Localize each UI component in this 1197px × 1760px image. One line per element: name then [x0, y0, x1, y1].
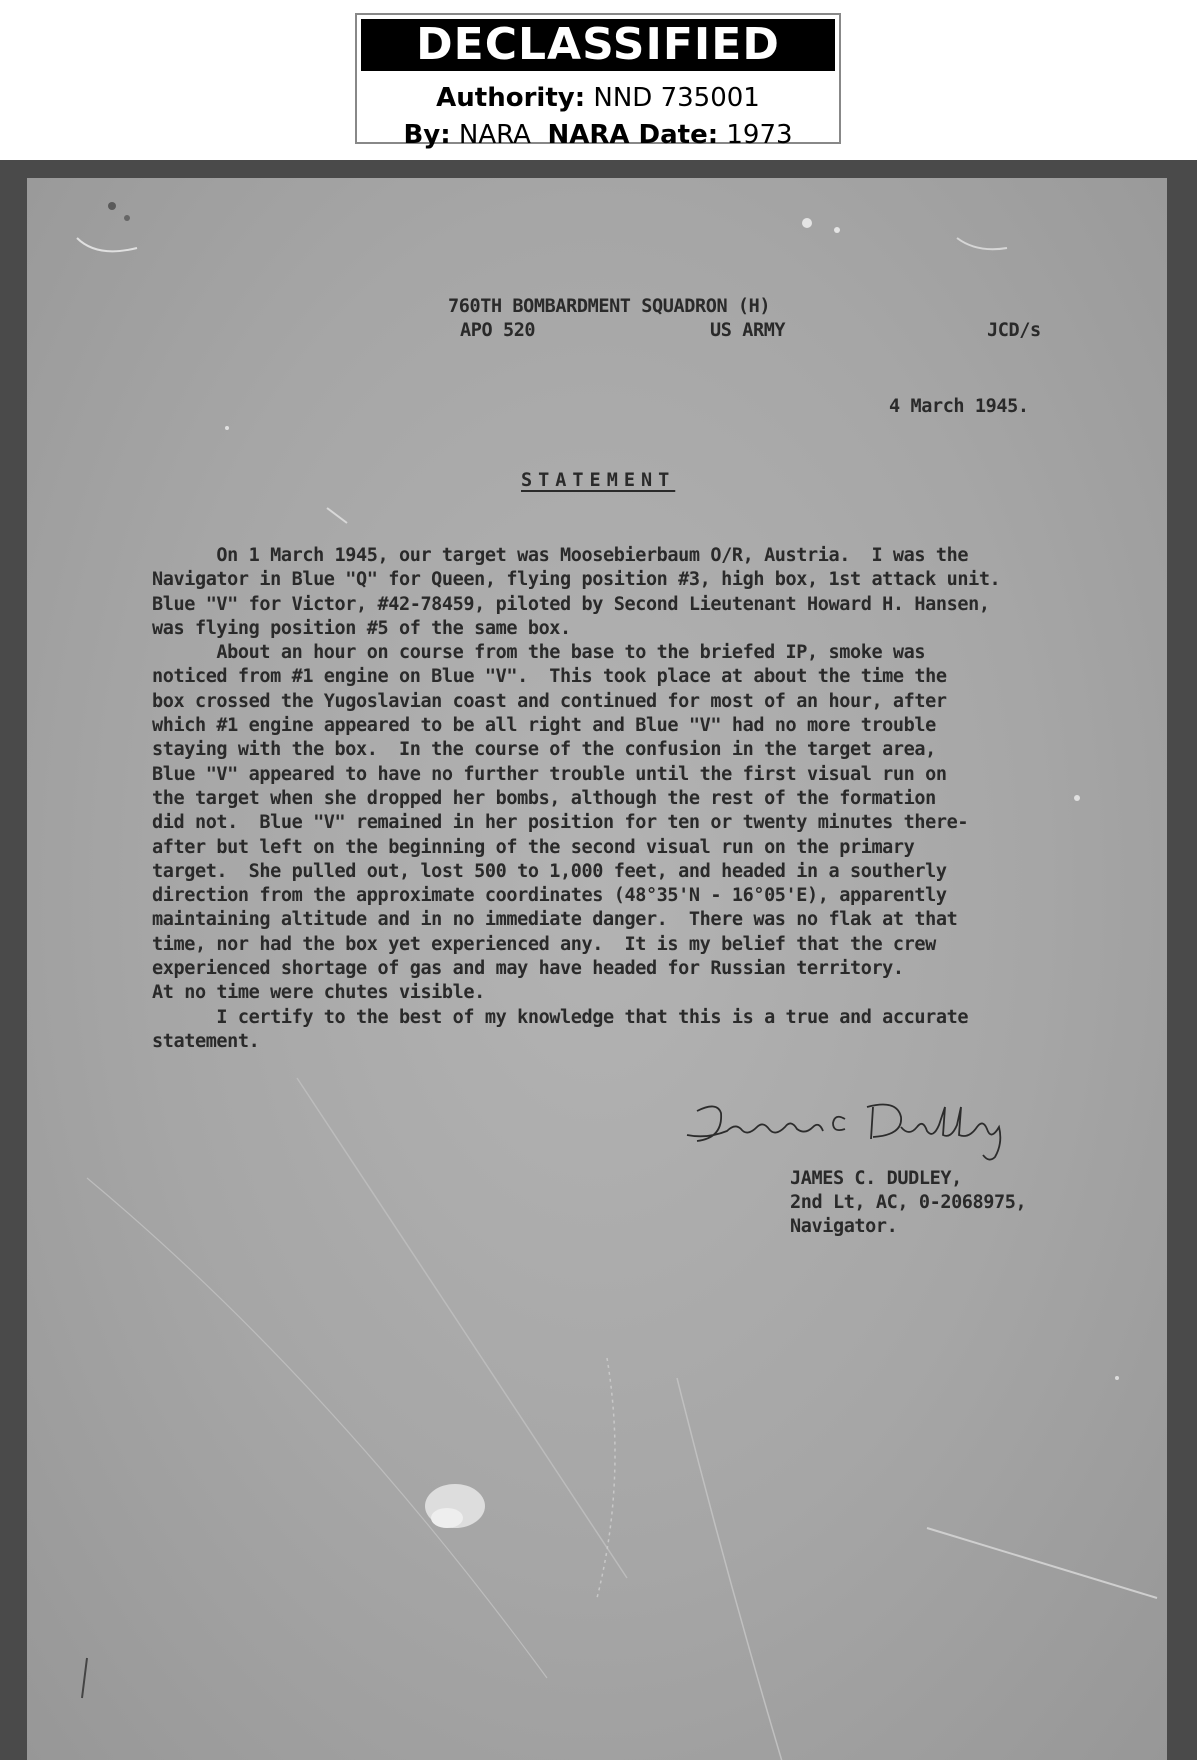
stamp-authority-value: NND 735001	[593, 83, 760, 113]
stamp-date-value: 1973	[726, 120, 793, 150]
signatory-rank: 2nd Lt, AC, 0-2068975,	[790, 1192, 1027, 1213]
stamp-date-label: NARA Date:	[547, 120, 719, 150]
letterhead-unit: 760TH BOMBARDMENT SQUADRON (H)	[448, 296, 771, 317]
letterhead-reference: JCD/s	[987, 320, 1041, 341]
body-line: box crossed the Yugoslavian coast and continued for most of an hour, after	[152, 690, 947, 712]
body-line: the target when she dropped her bombs, although the rest of the formation	[152, 787, 936, 809]
body-line: At no time were chutes visible.	[152, 982, 485, 1004]
letterhead-apo: APO 520	[460, 320, 536, 341]
stamp-by-line	[357, 119, 839, 151]
body-line: statement.	[152, 1030, 260, 1052]
body-line: maintaining altitude and in no immediate danger. There was no flak at that	[152, 909, 958, 931]
statement-body	[152, 544, 1000, 1054]
handwritten-signature	[677, 1083, 1037, 1163]
stamp-heading: DECLASSIFIED	[361, 19, 835, 71]
body-line: Blue "V" for Victor, #42-78459, piloted by Second Lieutenant Howard H. Hansen,	[152, 593, 990, 615]
scanned-document-frame	[0, 160, 1197, 1760]
body-line: On 1 March 1945, our target was Moosebierbaum O/R, Austria. I was the	[152, 545, 969, 566]
body-line: did not. Blue "V" remained in her position for ten or twenty minutes there-	[152, 812, 969, 834]
body-line: experienced shortage of gas and may have headed for Russian territory.	[152, 958, 904, 980]
body-line: Navigator in Blue "Q" for Queen, flying position #3, high box, 1st attack unit.	[152, 569, 1001, 591]
statement-date: 4 March 1945.	[889, 396, 1029, 417]
signatory-position: Navigator.	[790, 1216, 898, 1237]
body-line: About an hour on course from the base to the briefed IP, smoke was	[152, 642, 926, 664]
body-line: Blue "V" appeared to have no further trouble until the first visual run on	[152, 763, 947, 785]
body-line: direction from the approximate coordinates (48°35'N - 16°05'E), apparently	[152, 885, 947, 907]
statement-title: STATEMENT	[521, 470, 676, 491]
stamp-by-value: NARA	[458, 120, 531, 150]
body-line: target. She pulled out, lost 500 to 1,000 feet, and headed in a southerly	[152, 860, 947, 882]
body-line: which #1 engine appeared to be all right and Blue "V" had no more trouble	[152, 715, 936, 737]
body-line: after but left on the beginning of the second visual run on the primary	[152, 836, 915, 858]
stamp-authority-label: Authority:	[436, 83, 586, 113]
body-line: time, nor had the box yet experienced any. It is my belief that the crew	[152, 933, 936, 955]
body-line: I certify to the best of my knowledge that this is a true and accurate	[152, 1006, 969, 1028]
signatory-name: JAMES C. DUDLEY,	[790, 1168, 962, 1189]
document-page	[27, 178, 1167, 1760]
letterhead-service: US ARMY	[710, 320, 786, 341]
body-line: noticed from #1 engine on Blue "V". This took place at about the time the	[152, 666, 947, 688]
body-line: was flying position #5 of the same box.	[152, 617, 571, 639]
stamp-by-label: By:	[403, 120, 451, 150]
stamp-authority-line	[357, 82, 839, 114]
declassified-stamp	[355, 13, 841, 150]
body-line: staying with the box. In the course of the confusion in the target area,	[152, 739, 936, 761]
